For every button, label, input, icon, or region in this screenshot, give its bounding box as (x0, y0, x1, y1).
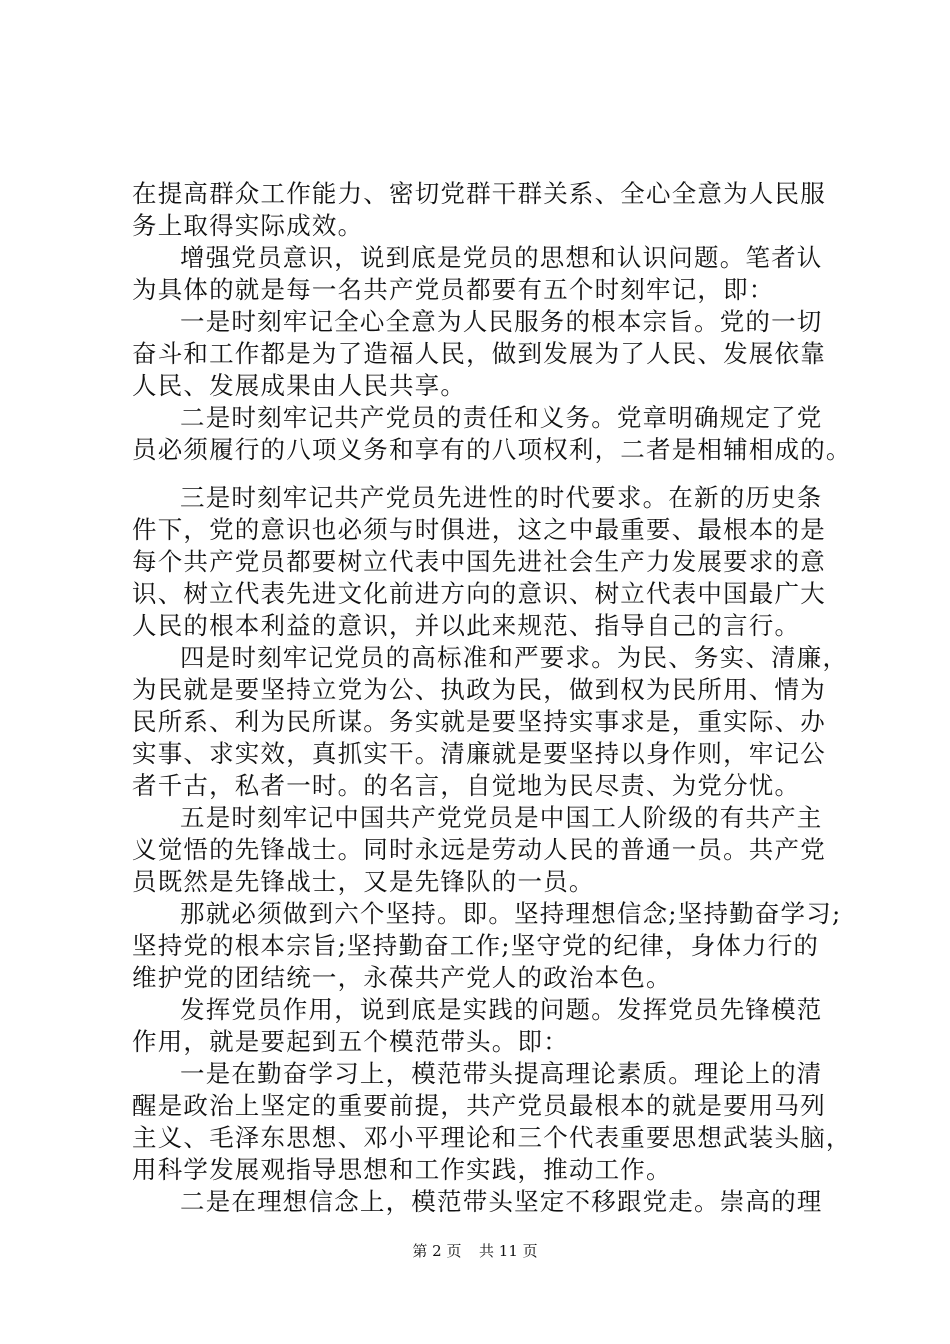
paragraph-first-line: 那就必须做到六个坚持。即。坚持理想信念;坚持勤奋学习; (180, 899, 842, 928)
page-number: 第 2 页 (412, 1242, 462, 1260)
text-line: 者千古，私者一时。的名言，自觉地为民尽责、为党分忧。 (132, 771, 801, 800)
text-line: 为具体的就是每一名共产党员都要有五个时刻牢记，即： (132, 275, 775, 304)
text-line: 奋斗和工作都是为了造福人民，做到发展为了人民、发展依靠 (132, 339, 826, 368)
text-line: 人民的根本利益的意识，并以此来规范、指导自己的言行。 (132, 611, 801, 640)
text-line: 主义、毛泽东思想、邓小平理论和三个代表重要思想武装头脑， (132, 1123, 852, 1152)
text-line: 作用，就是要起到五个模范带头。即： (132, 1027, 569, 1056)
page-footer (0, 1241, 950, 1261)
text-line: 实事、求实效，真抓实干。清廉就是要坚持以身作则，牢记公 (132, 739, 826, 768)
paragraph-first-line: 二是在理想信念上，模范带头坚定不移跟党走。崇高的理 (180, 1187, 823, 1216)
paragraph-first-line: 五是时刻牢记中国共产党党员是中国工人阶级的有共产主 (180, 803, 823, 832)
text-line: 义觉悟的先锋战士。同时永远是劳动人民的普通一员。共产党 (132, 835, 826, 864)
paragraph-first-line: 三是时刻牢记共产党员先进性的时代要求。在新的历史条 (180, 483, 823, 512)
text-line: 识、树立代表先进文化前进方向的意识、树立代表中国最广大 (132, 579, 826, 608)
text-line: 用科学发展观指导思想和工作实践，推动工作。 (132, 1155, 672, 1184)
page-total: 共 11 页 (479, 1242, 538, 1260)
text-line: 民所系、利为民所谋。务实就是要坚持实事求是，重实际、办 (132, 707, 826, 736)
text-line: 员既然是先锋战士，又是先锋队的一员。 (132, 867, 595, 896)
paragraph-first-line: 一是时刻牢记全心全意为人民服务的根本宗旨。党的一切 (180, 307, 823, 336)
text-line: 员必须履行的八项义务和享有的八项权利，二者是相辅相成的。 (132, 435, 852, 464)
paragraph-first-line: 一是在勤奋学习上，模范带头提高理论素质。理论上的清 (180, 1059, 823, 1088)
text-line: 人民、发展成果由人民共享。 (132, 371, 467, 400)
text-line: 为民就是要坚持立党为公、执政为民，做到权为民所用、情为 (132, 675, 826, 704)
paragraph-first-line: 发挥党员作用，说到底是实践的问题。发挥党员先锋模范 (180, 995, 823, 1024)
text-line: 在提高群众工作能力、密切党群干群关系、全心全意为人民服 (132, 179, 826, 208)
paragraph-first-line: 二是时刻牢记共产党员的责任和义务。党章明确规定了党 (180, 403, 823, 432)
text-line: 醒是政治上坚定的重要前提，共产党员最根本的就是要用马列 (132, 1091, 826, 1120)
text-line: 每个共产党员都要树立代表中国先进社会生产力发展要求的意 (132, 547, 826, 576)
paragraph-first-line: 四是时刻牢记党员的高标准和严要求。为民、务实、清廉， (180, 643, 849, 672)
text-line: 件下，党的意识也必须与时俱进，这之中最重要、最根本的是 (132, 515, 826, 544)
text-line: 坚持党的根本宗旨;坚持勤奋工作;坚守党的纪律，身体力行的 (132, 931, 820, 960)
paragraph-first-line: 增强党员意识，说到底是党员的思想和认识问题。笔者认 (180, 243, 823, 272)
text-line: 维护党的团结统一，永葆共产党人的政治本色。 (132, 963, 672, 992)
text-line: 务上取得实际成效。 (132, 211, 364, 240)
